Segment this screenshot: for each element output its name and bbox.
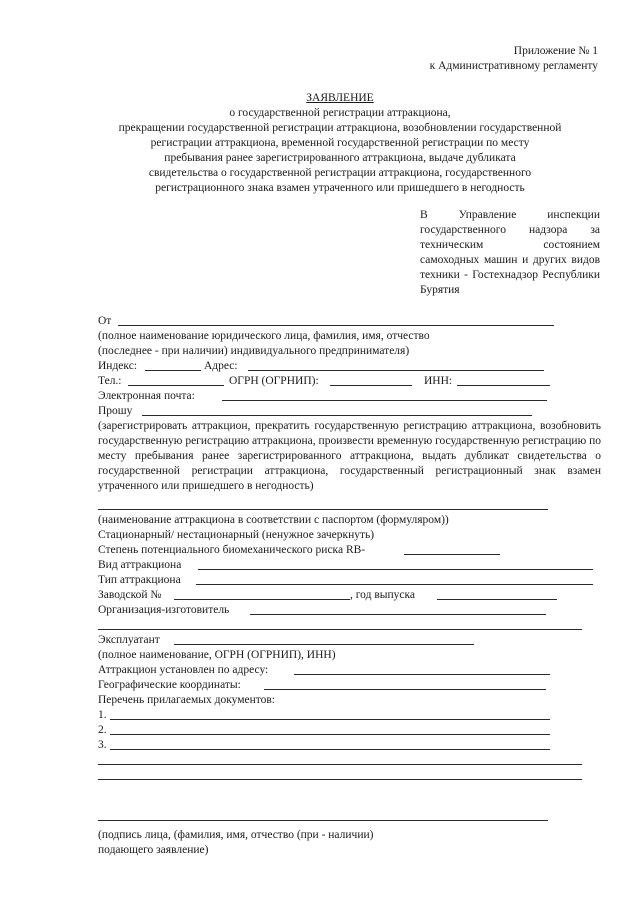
doc-row-1 xyxy=(98,708,601,723)
ogrn-field[interactable] xyxy=(330,374,412,386)
from-hint-1: (полное наименование юридического лица, фамилия, имя, отчество xyxy=(98,330,430,342)
appendix-header xyxy=(430,44,598,74)
from-field[interactable] xyxy=(118,314,554,326)
addressee-block: В Управление инспекции государственного надзора за техническим состоянием самоходных машин и других видов техники - Гостехнадзор Республики Бурятия xyxy=(420,209,600,296)
year-field[interactable] xyxy=(437,588,557,600)
title-line: свидетельства о государственной регистрации аттракциона, государственного xyxy=(148,167,532,179)
doc-field-3[interactable] xyxy=(110,738,550,750)
doc-row-3 xyxy=(98,738,601,753)
serial-field[interactable] xyxy=(174,588,350,600)
operator-field[interactable] xyxy=(174,633,474,645)
from-label: От xyxy=(98,315,112,327)
title-line: прекращении государственной регистрации аттракциона, возобновлении государственной xyxy=(118,122,562,134)
year-label: , год выпуска xyxy=(350,589,416,601)
type-label: Тип аттракциона xyxy=(98,574,181,586)
docs-label: Перечень прилагаемых документов: xyxy=(98,694,276,706)
signature-spacer xyxy=(98,783,601,809)
kind-field[interactable] xyxy=(198,558,593,570)
maker-extra-row xyxy=(98,618,601,633)
index-label: Индекс: xyxy=(98,360,138,372)
tel-label: Тел.: xyxy=(98,375,122,387)
maker-row xyxy=(98,603,601,618)
maker-extra-field[interactable] xyxy=(98,618,582,630)
from-row xyxy=(98,314,601,329)
signature-field[interactable] xyxy=(98,809,548,821)
type-row xyxy=(98,573,601,588)
document-title xyxy=(80,91,600,196)
doc-number: 3. xyxy=(98,739,107,751)
doc-number: 2. xyxy=(98,724,107,736)
doc-field-1[interactable] xyxy=(110,708,550,720)
serial-label: Заводской № xyxy=(98,589,162,601)
operator-label: Эксплуатант xyxy=(98,634,160,646)
maker-label: Организация-изготовитель xyxy=(98,604,230,616)
form-body xyxy=(98,314,601,858)
installed-row xyxy=(98,663,601,678)
risk-field[interactable] xyxy=(404,543,500,555)
kind-label: Вид аттракциона xyxy=(98,559,182,571)
doc-field-2[interactable] xyxy=(110,723,550,735)
serial-year-row xyxy=(98,588,601,603)
installed-field[interactable] xyxy=(294,663,550,675)
stationary-text: Стационарный/ нестационарный (ненужное зачеркнуть) xyxy=(98,529,375,541)
installed-label: Аттракцион установлен по адресу: xyxy=(98,664,269,676)
kind-row xyxy=(98,558,601,573)
extra-line-row xyxy=(98,753,601,768)
title-heading: ЗАЯВЛЕНИЕ xyxy=(306,92,374,104)
ogrn-label: ОГРН (ОГРНИП): xyxy=(229,375,319,387)
type-field[interactable] xyxy=(196,573,593,585)
appendix-reference: к Административному регламенту xyxy=(429,60,598,72)
extra-line-2[interactable] xyxy=(98,768,582,780)
request-hint: (зарегистрировать аттракцион, прекратить государственную регистрацию аттракциона, возобновить государственную регистрацию аттракциона, произвести временную государственную регистрацию по месту пребывания ранее зарегистрированного аттракциона, выдать дубликат свидетельства о государственной регистрации аттракциона, государственный регистрационный знак взамен утраченного или пришедшего в негодность) xyxy=(98,420,601,492)
risk-label: Степень потенциального биомеханического риска RB- xyxy=(98,544,366,556)
geo-field[interactable] xyxy=(264,678,546,690)
title-line: пребывания ранее зарегистрированного аттракциона, выдаче дубликата xyxy=(164,152,516,164)
maker-field[interactable] xyxy=(250,603,546,615)
signature-hint-2: подающего заявление) xyxy=(98,844,209,856)
request-field[interactable] xyxy=(142,404,532,416)
attraction-hint: (наименование аттракциона в соответствии с паспортом (формуляром)) xyxy=(98,514,449,526)
title-line: регистрации аттракциона, временной государственной регистрации по месту xyxy=(150,137,530,149)
attraction-name-row xyxy=(98,498,601,513)
operator-hint: (полное наименование, ОГРН (ОГРНИП), ИНН) xyxy=(98,649,336,661)
risk-row xyxy=(98,543,601,558)
address-label: Адрес: xyxy=(204,360,238,372)
appendix-number: Приложение № 1 xyxy=(513,45,598,57)
operator-row xyxy=(98,633,601,648)
extra-line-1[interactable] xyxy=(98,753,582,765)
inn-label: ИНН: xyxy=(424,375,453,387)
extra-line-row xyxy=(98,768,601,783)
email-label: Электронная почта: xyxy=(98,390,195,402)
email-row xyxy=(98,389,601,404)
title-line: регистрационного знака взамен утраченного или пришедшего в негодность xyxy=(155,182,525,194)
inn-field[interactable] xyxy=(457,374,550,386)
attraction-name-field[interactable] xyxy=(98,498,548,510)
signature-hint-1: (подпись лица, (фамилия, имя, отчество (при - наличии) xyxy=(98,829,374,841)
doc-row-2 xyxy=(98,723,601,738)
from-hint-2: (последнее - при наличии) индивидуального предпринимателя) xyxy=(98,345,410,357)
tel-field[interactable] xyxy=(128,374,224,386)
request-label: Прошу xyxy=(98,405,133,417)
request-row xyxy=(98,404,601,419)
title-line: о государственной регистрации аттракциона, xyxy=(229,107,451,119)
geo-row xyxy=(98,678,601,693)
geo-label: Географические координаты: xyxy=(98,679,241,691)
signature-row xyxy=(98,809,601,824)
index-address-row xyxy=(98,359,601,374)
doc-number: 1. xyxy=(98,709,107,721)
email-field[interactable] xyxy=(222,389,547,401)
address-field[interactable] xyxy=(248,359,544,371)
index-field[interactable] xyxy=(145,359,201,371)
tel-ogrn-inn-row xyxy=(98,374,601,389)
